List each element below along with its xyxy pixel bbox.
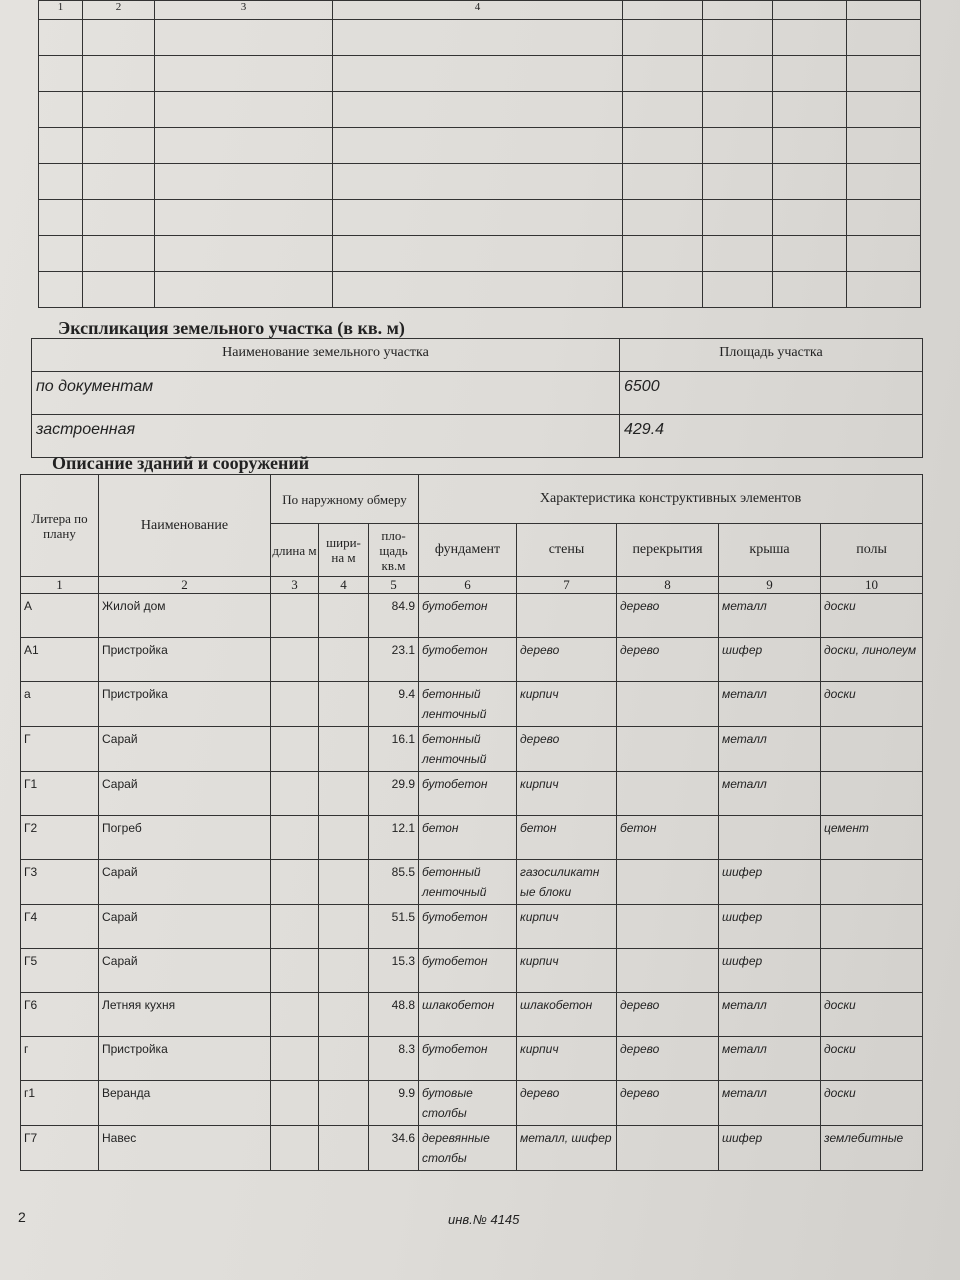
building-floor: доски xyxy=(821,594,923,638)
building-walls xyxy=(517,594,617,638)
building-foundation: бутобетон xyxy=(419,949,517,993)
building-floor: цемент xyxy=(821,816,923,860)
building-ceilings: дерево xyxy=(617,594,719,638)
building-walls: кирпич xyxy=(517,1037,617,1081)
empty-cell xyxy=(155,56,333,92)
land-row-area: 429.4 xyxy=(620,415,923,458)
empty-cell xyxy=(83,56,155,92)
column-number: 6 xyxy=(419,577,517,594)
building-letter: Г3 xyxy=(21,860,99,905)
building-length xyxy=(271,594,319,638)
building-row xyxy=(21,816,923,860)
empty-cell xyxy=(155,128,333,164)
building-name: Пристройка xyxy=(99,1037,271,1081)
building-letter: Г5 xyxy=(21,949,99,993)
building-foundation: бутобетон xyxy=(419,772,517,816)
top-empty-row xyxy=(39,56,921,92)
building-letter: г1 xyxy=(21,1081,99,1126)
building-floor: землебитные xyxy=(821,1126,923,1171)
empty-cell xyxy=(847,56,921,92)
buildings-table xyxy=(20,474,923,1171)
building-letter: а xyxy=(21,682,99,727)
building-walls: газосиликатн ые блоки xyxy=(517,860,617,905)
building-name: Сарай xyxy=(99,905,271,949)
empty-cell xyxy=(623,56,703,92)
building-width xyxy=(319,1126,369,1171)
building-floor xyxy=(821,905,923,949)
top-empty-row xyxy=(39,272,921,308)
building-foundation: бетон xyxy=(419,816,517,860)
building-area: 51.5 xyxy=(369,905,419,949)
empty-cell xyxy=(773,92,847,128)
header-walls: стены xyxy=(517,524,617,577)
top-col-number: 2 xyxy=(83,1,155,20)
top-col-number: 4 xyxy=(333,1,623,20)
empty-cell xyxy=(703,272,773,308)
empty-cell xyxy=(773,236,847,272)
building-walls: кирпич xyxy=(517,682,617,727)
building-length xyxy=(271,905,319,949)
empty-cell xyxy=(847,128,921,164)
empty-cell xyxy=(333,92,623,128)
building-width xyxy=(319,682,369,727)
building-area: 12.1 xyxy=(369,816,419,860)
empty-cell xyxy=(623,200,703,236)
empty-cell xyxy=(773,272,847,308)
empty-cell xyxy=(155,272,333,308)
building-name: Погреб xyxy=(99,816,271,860)
empty-cell xyxy=(155,20,333,56)
building-foundation: бетонный ленточный xyxy=(419,727,517,772)
land-header-area: Площадь участка xyxy=(620,339,923,372)
building-roof: металл xyxy=(719,772,821,816)
building-ceilings: бетон xyxy=(617,816,719,860)
empty-cell xyxy=(155,92,333,128)
building-ceilings: дерево xyxy=(617,1037,719,1081)
building-ceilings: дерево xyxy=(617,638,719,682)
building-ceilings xyxy=(617,860,719,905)
empty-cell xyxy=(83,200,155,236)
empty-cell xyxy=(623,272,703,308)
header-name: Наименование xyxy=(99,475,271,577)
building-floor xyxy=(821,949,923,993)
empty-cell xyxy=(333,272,623,308)
building-row xyxy=(21,949,923,993)
header-roof: крыша xyxy=(719,524,821,577)
column-number: 2 xyxy=(99,577,271,594)
building-ceilings xyxy=(617,727,719,772)
column-number: 9 xyxy=(719,577,821,594)
building-walls: дерево xyxy=(517,727,617,772)
building-roof: металл xyxy=(719,1037,821,1081)
empty-cell xyxy=(847,200,921,236)
building-area: 8.3 xyxy=(369,1037,419,1081)
building-walls: кирпич xyxy=(517,949,617,993)
building-foundation: бутобетон xyxy=(419,638,517,682)
empty-cell xyxy=(703,92,773,128)
building-letter: Г4 xyxy=(21,905,99,949)
building-area: 15.3 xyxy=(369,949,419,993)
building-walls: кирпич xyxy=(517,772,617,816)
building-ceilings: дерево xyxy=(617,1081,719,1126)
building-area: 48.8 xyxy=(369,993,419,1037)
empty-cell xyxy=(333,56,623,92)
empty-cell xyxy=(773,128,847,164)
building-roof xyxy=(719,816,821,860)
building-name: Сарай xyxy=(99,727,271,772)
building-row xyxy=(21,638,923,682)
building-letter: Г7 xyxy=(21,1126,99,1171)
empty-cell xyxy=(623,128,703,164)
empty-cell xyxy=(155,236,333,272)
building-name: Сарай xyxy=(99,860,271,905)
building-row xyxy=(21,905,923,949)
building-length xyxy=(271,860,319,905)
empty-cell xyxy=(83,236,155,272)
building-ceilings xyxy=(617,905,719,949)
building-letter: г xyxy=(21,1037,99,1081)
building-name: Веранда xyxy=(99,1081,271,1126)
empty-cell xyxy=(83,272,155,308)
building-width xyxy=(319,860,369,905)
header-foundation: фундамент xyxy=(419,524,517,577)
empty-cell xyxy=(333,128,623,164)
empty-cell xyxy=(773,200,847,236)
top-col-number xyxy=(623,1,703,20)
building-area: 84.9 xyxy=(369,594,419,638)
land-row-name: застроенная xyxy=(32,415,620,458)
building-walls: дерево xyxy=(517,638,617,682)
building-letter: Г xyxy=(21,727,99,772)
building-row xyxy=(21,594,923,638)
top-col-number: 1 xyxy=(39,1,83,20)
header-width: шири- на м xyxy=(319,524,369,577)
header-letter: Литера по плану xyxy=(21,475,99,577)
top-col-number: 3 xyxy=(155,1,333,20)
top-empty-table xyxy=(38,0,921,308)
top-empty-row xyxy=(39,200,921,236)
empty-cell xyxy=(83,164,155,200)
empty-cell xyxy=(623,92,703,128)
empty-cell xyxy=(847,272,921,308)
building-length xyxy=(271,949,319,993)
column-number: 7 xyxy=(517,577,617,594)
building-ceilings xyxy=(617,949,719,993)
building-floor: доски, линолеум xyxy=(821,638,923,682)
building-roof: шифер xyxy=(719,905,821,949)
empty-cell xyxy=(333,236,623,272)
header-ceilings: перекрытия xyxy=(617,524,719,577)
building-width xyxy=(319,594,369,638)
building-area: 23.1 xyxy=(369,638,419,682)
empty-cell xyxy=(703,236,773,272)
empty-cell xyxy=(333,200,623,236)
building-length xyxy=(271,1081,319,1126)
building-area: 34.6 xyxy=(369,1126,419,1171)
building-ceilings xyxy=(617,682,719,727)
building-letter: А xyxy=(21,594,99,638)
header-length: длина м xyxy=(271,524,319,577)
column-number: 10 xyxy=(821,577,923,594)
empty-cell xyxy=(847,236,921,272)
top-col-number xyxy=(847,1,921,20)
empty-cell xyxy=(39,164,83,200)
building-floor xyxy=(821,860,923,905)
building-walls: шлакобетон xyxy=(517,993,617,1037)
building-row xyxy=(21,682,923,727)
building-walls: кирпич xyxy=(517,905,617,949)
building-length xyxy=(271,772,319,816)
empty-cell xyxy=(703,128,773,164)
building-width xyxy=(319,772,369,816)
building-floor: доски xyxy=(821,682,923,727)
building-letter: Г2 xyxy=(21,816,99,860)
building-letter: Г1 xyxy=(21,772,99,816)
building-width xyxy=(319,949,369,993)
building-row xyxy=(21,1037,923,1081)
building-width xyxy=(319,638,369,682)
building-roof: шифер xyxy=(719,638,821,682)
building-floor: доски xyxy=(821,993,923,1037)
top-empty-row xyxy=(39,92,921,128)
building-roof: металл xyxy=(719,1081,821,1126)
building-roof: металл xyxy=(719,594,821,638)
empty-cell xyxy=(703,164,773,200)
land-row-area: 6500 xyxy=(620,372,923,415)
empty-cell xyxy=(623,236,703,272)
empty-cell xyxy=(623,20,703,56)
building-length xyxy=(271,682,319,727)
building-ceilings xyxy=(617,772,719,816)
building-name: Сарай xyxy=(99,949,271,993)
building-foundation: бутобетон xyxy=(419,594,517,638)
top-col-number xyxy=(773,1,847,20)
header-constructive: Характеристика конструктивных элементов xyxy=(419,475,923,524)
building-length xyxy=(271,638,319,682)
building-length xyxy=(271,727,319,772)
building-roof: шифер xyxy=(719,1126,821,1171)
empty-cell xyxy=(155,200,333,236)
empty-cell xyxy=(155,164,333,200)
empty-cell xyxy=(39,200,83,236)
building-name: Жилой дом xyxy=(99,594,271,638)
header-area: пло- щадь кв.м xyxy=(369,524,419,577)
empty-cell xyxy=(847,164,921,200)
empty-cell xyxy=(773,164,847,200)
building-walls: бетон xyxy=(517,816,617,860)
building-floor: доски xyxy=(821,1081,923,1126)
empty-cell xyxy=(703,200,773,236)
building-name: Сарай xyxy=(99,772,271,816)
top-empty-row xyxy=(39,236,921,272)
building-length xyxy=(271,1037,319,1081)
empty-cell xyxy=(39,20,83,56)
empty-cell xyxy=(847,92,921,128)
empty-cell xyxy=(39,272,83,308)
building-row xyxy=(21,772,923,816)
building-floor: доски xyxy=(821,1037,923,1081)
building-letter: А1 xyxy=(21,638,99,682)
column-number: 3 xyxy=(271,577,319,594)
building-roof: металл xyxy=(719,993,821,1037)
empty-cell xyxy=(333,164,623,200)
header-floor: полы xyxy=(821,524,923,577)
building-ceilings xyxy=(617,1126,719,1171)
column-number: 4 xyxy=(319,577,369,594)
header-outer-measure: По наружному обмеру xyxy=(271,475,419,524)
building-roof: металл xyxy=(719,682,821,727)
empty-cell xyxy=(39,236,83,272)
empty-cell xyxy=(333,20,623,56)
building-foundation: бутобетон xyxy=(419,1037,517,1081)
building-walls: металл, шифер xyxy=(517,1126,617,1171)
empty-cell xyxy=(83,92,155,128)
top-col-number xyxy=(703,1,773,20)
building-roof: металл xyxy=(719,727,821,772)
building-row xyxy=(21,1081,923,1126)
building-length xyxy=(271,816,319,860)
top-empty-row xyxy=(39,164,921,200)
empty-cell xyxy=(623,164,703,200)
building-row xyxy=(21,727,923,772)
column-number: 8 xyxy=(617,577,719,594)
column-number: 1 xyxy=(21,577,99,594)
empty-cell xyxy=(847,20,921,56)
building-area: 29.9 xyxy=(369,772,419,816)
building-walls: дерево xyxy=(517,1081,617,1126)
building-roof: шифер xyxy=(719,860,821,905)
empty-cell xyxy=(83,20,155,56)
empty-cell xyxy=(703,56,773,92)
building-name: Навес xyxy=(99,1126,271,1171)
building-width xyxy=(319,993,369,1037)
page-number: 2 xyxy=(18,1209,26,1225)
building-foundation: шлакобетон xyxy=(419,993,517,1037)
column-number: 5 xyxy=(369,577,419,594)
empty-cell xyxy=(39,128,83,164)
building-ceilings: дерево xyxy=(617,993,719,1037)
land-explication-table xyxy=(31,338,923,458)
building-foundation: деревянные столбы xyxy=(419,1126,517,1171)
building-foundation: бетонный ленточный xyxy=(419,682,517,727)
building-name: Пристройка xyxy=(99,638,271,682)
building-length xyxy=(271,993,319,1037)
building-foundation: бутобетон xyxy=(419,905,517,949)
land-section-title: Экспликация земельного участка (в кв. м) xyxy=(58,318,405,338)
land-row-name: по документам xyxy=(32,372,620,415)
building-width xyxy=(319,816,369,860)
building-floor xyxy=(821,772,923,816)
building-name: Пристройка xyxy=(99,682,271,727)
building-area: 9.9 xyxy=(369,1081,419,1126)
building-name: Летняя кухня xyxy=(99,993,271,1037)
building-floor xyxy=(821,727,923,772)
building-foundation: бутовые столбы xyxy=(419,1081,517,1126)
buildings-section-title: Описание зданий и сооружений xyxy=(52,453,310,473)
building-width xyxy=(319,1081,369,1126)
empty-cell xyxy=(83,128,155,164)
building-foundation: бетонный ленточный xyxy=(419,860,517,905)
top-empty-row xyxy=(39,128,921,164)
building-row xyxy=(21,1126,923,1171)
building-area: 85.5 xyxy=(369,860,419,905)
building-roof: шифер xyxy=(719,949,821,993)
building-width xyxy=(319,727,369,772)
empty-cell xyxy=(703,20,773,56)
empty-cell xyxy=(773,56,847,92)
empty-cell xyxy=(39,56,83,92)
building-area: 9.4 xyxy=(369,682,419,727)
land-header-name: Наименование земельного участка xyxy=(32,339,620,372)
empty-cell xyxy=(39,92,83,128)
building-row xyxy=(21,860,923,905)
empty-cell xyxy=(773,20,847,56)
building-width xyxy=(319,905,369,949)
building-width xyxy=(319,1037,369,1081)
inventory-number: инв.№ 4145 xyxy=(448,1212,520,1227)
building-letter: Г6 xyxy=(21,993,99,1037)
building-area: 16.1 xyxy=(369,727,419,772)
top-empty-row xyxy=(39,20,921,56)
building-length xyxy=(271,1126,319,1171)
building-row xyxy=(21,993,923,1037)
